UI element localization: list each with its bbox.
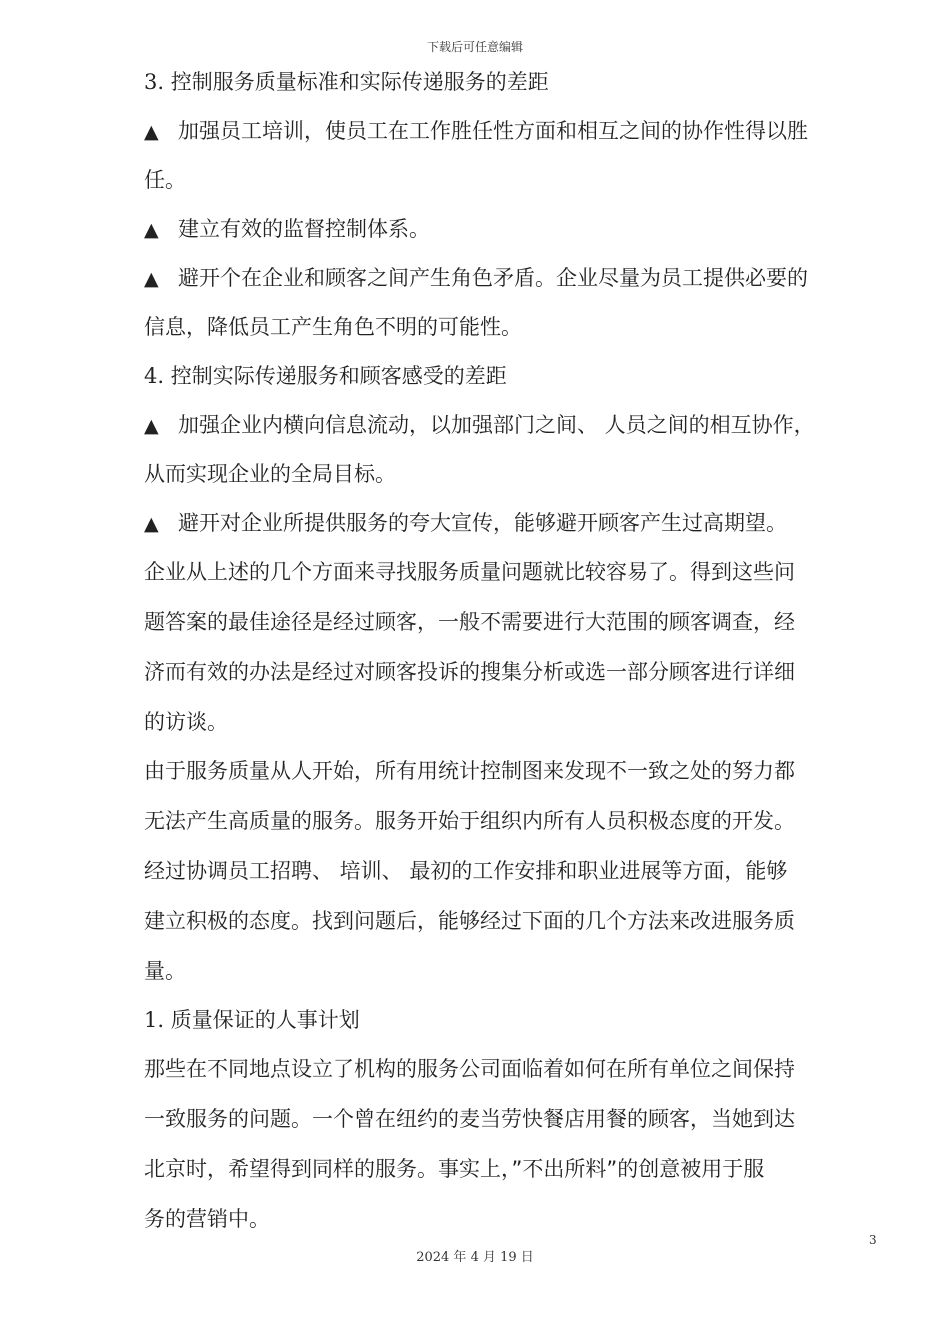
bullet-text: 建立有效的监督控制体系。 <box>178 217 430 241</box>
paragraph-line: 建立积极的态度。找到问题后，能够经过下面的几个方法来改进服务质 <box>144 909 795 933</box>
paragraph-line: 济而有效的办法是经过对顾客投诉的搜集分析或选一部分顾客进行详细 <box>144 660 795 684</box>
triangle-bullet-icon: ▲ <box>144 121 159 143</box>
section-heading-3: 3. 控制服务质量标准和实际传递服务的差距 <box>144 70 549 94</box>
triangle-bullet-icon: ▲ <box>144 415 159 437</box>
paragraph-line: 一致服务的问题。一个曾在纽约的麦当劳快餐店用餐的顾客，当她到达 <box>144 1107 795 1131</box>
paragraph-line: 任。 <box>144 168 186 192</box>
bullet-line <box>144 207 884 256</box>
paragraph-line: 量。 <box>144 959 186 983</box>
paragraph-line: 由于服务质量从人开始，所有用统计控制图来发现不一致之处的努力都 <box>144 759 795 783</box>
footer-date: 2024 年 4 月 19 日 <box>416 1250 534 1265</box>
paragraph-line: 无法产生高质量的服务。服务开始于组织内所有人员积极态度的开发。 <box>144 809 795 833</box>
section-heading-1: 1. 质量保证的人事计划 <box>144 1008 360 1032</box>
page-number: 3 <box>869 1233 877 1247</box>
bullet-text: 避开对企业所提供服务的夸大宣传，能够避开顾客产生过高期望。 <box>178 511 787 535</box>
paragraph-line: 题答案的最佳途径是经过顾客，一般不需要进行大范围的顾客调查，经 <box>144 610 795 634</box>
bullet-line <box>144 501 884 550</box>
section-heading-4: 4. 控制实际传递服务和顾客感受的差距 <box>144 364 507 388</box>
triangle-bullet-icon: ▲ <box>144 513 159 535</box>
paragraph-line: 经过协调员工招聘、 培训、 最初的工作安排和职业进展等方面，能够 <box>144 859 788 883</box>
bullet-text: 加强员工培训，使员工在工作胜任性方面和相互之间的协作性得以胜 <box>178 119 808 143</box>
paragraph-line: 信息，降低员工产生角色不明的可能性。 <box>144 315 522 339</box>
bullet-line <box>144 109 884 158</box>
paragraph-line: 的访谈。 <box>144 710 228 734</box>
bullet-line <box>144 256 884 305</box>
triangle-bullet-icon: ▲ <box>144 219 159 241</box>
bullet-line <box>144 403 884 452</box>
paragraph-line: 北京时，希望得到同样的服务。事实上，”不出所料”的创意被用于服 <box>144 1157 765 1181</box>
paragraph-line: 那些在不同地点设立了机构的服务公司面临着如何在所有单位之间保持 <box>144 1057 795 1081</box>
document-body <box>144 60 884 1246</box>
bullet-text: 加强企业内横向信息流动，以加强部门之间、 人员之间的相互协作， <box>178 413 815 437</box>
paragraph-line: 务的营销中。 <box>144 1207 270 1231</box>
triangle-bullet-icon: ▲ <box>144 268 159 290</box>
bullet-text: 避开个在企业和顾客之间产生角色矛盾。企业尽量为员工提供必要的 <box>178 266 808 290</box>
paragraph-line: 从而实现企业的全局目标。 <box>144 462 396 486</box>
paragraph-line: 企业从上述的几个方面来寻找服务质量问题就比较容易了。得到这些问 <box>144 560 795 584</box>
page-header: 下载后可任意编辑 <box>426 40 523 54</box>
